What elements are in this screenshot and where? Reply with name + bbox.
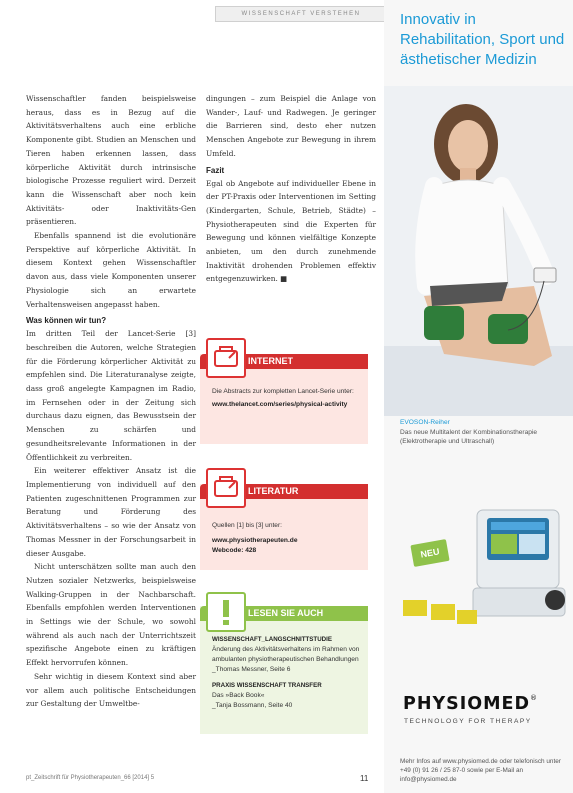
- brand-name: PHYSIOMED: [403, 694, 531, 714]
- paragraph: dingungen – zum Beispiel die Anlage von Wander-, Lauf- und Radwegen. Je geringer die Barrieren sind, desto eher nutzen Menschen Angebote zur Bewegung in ihrem Umfeld.: [206, 94, 376, 158]
- paragraph: Sehr wichtig in diesem Kontext sind aber vor allem auch politische Entscheidungen zur Gestaltung der Umweltbe-: [26, 671, 196, 709]
- left-column: [26, 92, 196, 711]
- lesen-item1-ref: _Thomas Messner, Seite 6: [212, 666, 291, 673]
- brand-tagline: TECHNOLOGY FOR THERAPY: [404, 718, 532, 725]
- internet-box-title: INTERNET: [200, 354, 368, 369]
- internet-box-desc: Die Abstracts zur kompletten Lancet-Serie unter:: [212, 388, 354, 395]
- middle-column: [206, 92, 376, 286]
- literatur-box-desc: Quellen [1] bis [3] unter:: [212, 522, 283, 529]
- fazit-heading: Fazit: [206, 165, 225, 175]
- internet-icon: [206, 338, 246, 378]
- ad-photo: [384, 86, 573, 416]
- lesen-box-title: LESEN SIE AUCH: [200, 606, 368, 621]
- ad-headline-line: Innovativ in: [400, 11, 476, 28]
- fazit-text: Egal ob Angebote auf individueller Ebene in der PT-Praxis oder Interventionen im Setting (Kindergarten, Schule, Betrieb, Städte) – Physiotherapeuten sind die Experten für Bewegung und können vielfältige Konzepte anbieten, um den durch zunehmende Inaktivität drohenden Problemen effektiv entgegenzuwirken. ■: [206, 178, 376, 284]
- brand-logo: [403, 694, 571, 714]
- paragraph: Nicht unterschätzen sollte man auch den Nutzen sozialer Netzwerks, beispielsweise Walking-Gruppen in der Nachbarschaft. Ebenfalls empfohlen werden Interventionen in Settings wie der Schule, wo sowohl während als auch nach der Unterrichtszeit spezifische Angebote einen zu kräftigen Effekt hervorrufen können.: [26, 562, 196, 668]
- paragraph: Ebenfalls spannend ist die evolutionäre Perspektive auf körperliche Aktivität. In diesem Kontext gehen Wissenschaftler davon aus, dass viele Komponenten unserer Physiologie sich an erwartete Verhaltensweisen angepasst haben.: [26, 231, 196, 309]
- ad-headline-line: ästhetischer Medizin: [400, 51, 537, 68]
- ad-headline: [400, 10, 570, 70]
- ad-headline-line: Rehabilitation, Sport und: [400, 31, 565, 48]
- literatur-icon: [206, 468, 246, 508]
- webcode: Webcode: 428: [212, 547, 257, 554]
- brand-registered-mark: ®: [530, 694, 538, 702]
- paragraph: Ein weiterer effektiver Ansatz ist die Implementierung von individuell auf den Patienten zugeschnittenen Programmen zur Beratung und Förderung des Aktivitätsverhaltens – so wie der Ansatz von Thomas Messner in der Forschungsarbeit in dieser Ausgabe.: [26, 466, 196, 558]
- ad-contact: Mehr Infos auf www.physiomed.de oder telefonisch unter +49 (0) 91 26 / 25 87-0 sowie per E-Mail an info@physiomed.de: [400, 758, 561, 783]
- internet-link[interactable]: www.thelancet.com/series/physical-activity: [212, 401, 348, 408]
- literatur-box-title: LITERATUR: [200, 484, 368, 499]
- journal-footer: pt_Zeitschrift für Physiotherapeuten_66 [2014] 5: [26, 775, 155, 781]
- paragraph: Wissenschaftler fanden beispielsweise heraus, dass es in Bezug auf die Aktivitätsverhaltens auch eine erbliche Komponente gibt. Studien an Menschen und Tieren haben erkennen lassen, dass körperliche Aktivität durch intrinsische biologische Prozesse reguliert wird. Derzeit kann die Wissenschaft aber noch kein Aktivitäts- oder Inaktivitäts-Gen präsentieren.: [26, 94, 196, 227]
- neu-badge-label: NEU: [419, 546, 441, 560]
- paragraph: Im dritten Teil der Lancet-Serie [3] beschreiben die Autoren, welche Strategien für die Förderung körperlicher Aktivität zu empfehlen sind. Die Literaturanalyse zeigte, dass groß angelegte Kampagnen im Radio, im Fernsehen oder in der Zeitung sich durchaus dazu eignen, das Bewusstsein der Menschen zu schärfen und gesundheitsrelevante Informationen in der Öffentlichkeit zu verbreiten.: [26, 329, 196, 462]
- lesen-item1-label: WISSENSCHAFT_LANGSCHNITTSTUDIE: [212, 636, 332, 643]
- ad-product-name: EVOSON-Reiher: [400, 419, 450, 426]
- lesen-item1-text: Änderung des Aktivitätsverhaltens im Rahmen von ambulanten physiotherapeutischen Behandlungen: [212, 646, 360, 663]
- ad-product-desc: Das neue Multitalent der Kombinationstherapie (Elektrotherapie und Ultraschall): [400, 428, 538, 445]
- lesen-item2-ref: _Tanja Bossmann, Seite 40: [212, 702, 293, 709]
- running-head: WISSENSCHAFT VERSTEHEN: [215, 6, 387, 22]
- ad-device-image: [395, 500, 570, 645]
- lesen-icon: [206, 592, 246, 632]
- lesen-item2-label: PRAXIS WISSENSCHAFT TRANSFER: [212, 682, 322, 689]
- ad-product-caption: [400, 418, 565, 447]
- section-heading: Was können wir tun?: [26, 316, 107, 326]
- lesen-item2-text: Das »Back Book«: [212, 692, 265, 699]
- page-number: 11: [360, 774, 369, 783]
- literatur-link[interactable]: www.physiotherapeuten.de: [212, 537, 298, 544]
